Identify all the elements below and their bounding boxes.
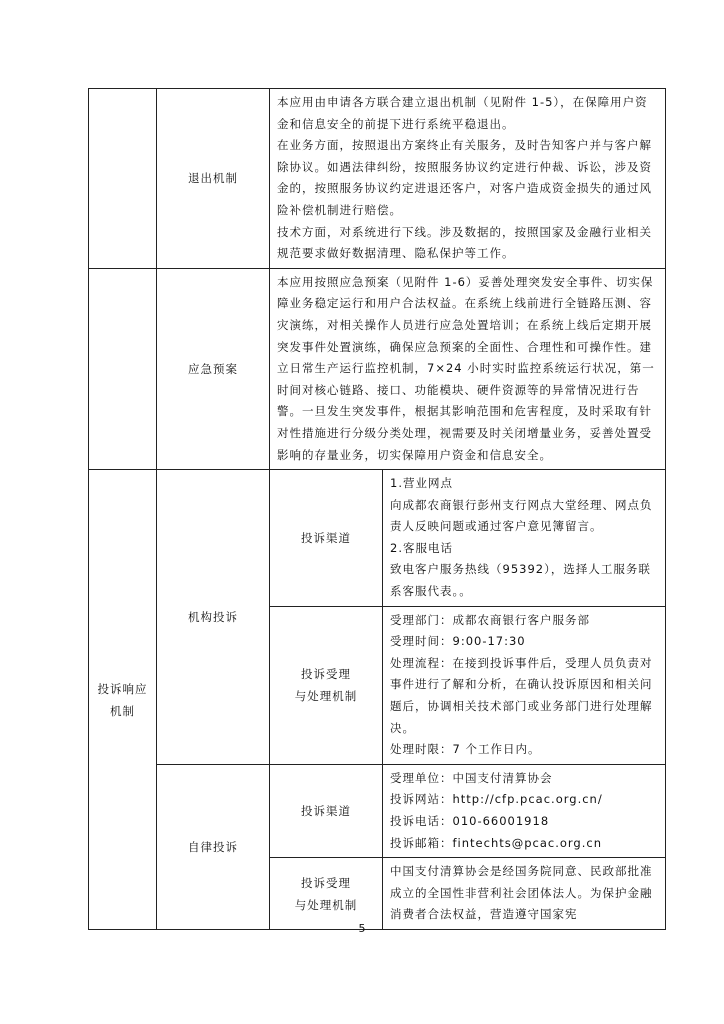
content-line: 处理时限：7 个工作日内。: [390, 742, 541, 757]
complaint-mechanism-label-line: 投诉响应: [97, 681, 148, 696]
content-line: 致电客户服务热线（95392），选择人工服务联系客服代表。。: [390, 562, 651, 599]
complaint-channels-label: 投诉渠道: [270, 470, 383, 607]
row-emergency-plan: [89, 268, 666, 469]
emergency-plan-content: [270, 268, 666, 469]
exit-mechanism-label: 退出机制: [157, 89, 270, 269]
content-line: 受理单位：中国支付清算协会: [390, 770, 553, 785]
complaint-channels-label: 投诉渠道: [270, 764, 383, 857]
institution-channels-content: [383, 470, 666, 607]
institution-complaint-label: 机构投诉: [157, 470, 270, 765]
content-line: 投诉邮箱：fintechts@pcac.org.cn: [390, 835, 603, 850]
info-table: [88, 88, 666, 930]
complaint-mechanism-label: [89, 470, 157, 930]
institution-handling-content: [383, 606, 666, 764]
exit-paragraph: 本应用由申请各方联合建立退出机制（见附件 1-5），在保障用户资金和信息安全的前提下进行系统平稳退出。: [277, 95, 648, 131]
selfreg-handling-content: [383, 858, 666, 930]
complaint-handling-label: [270, 858, 383, 930]
complaint-handling-label-line: 与处理机制: [294, 897, 358, 912]
emergency-plan-label: 应急预案: [157, 268, 270, 469]
content-line: 1.营业网点: [390, 476, 453, 491]
complaint-mechanism-label-line: 机制: [110, 703, 135, 718]
complaint-handling-label-line: 与处理机制: [294, 689, 358, 704]
exit-paragraph: 在业务方面，按照退出方案终止有关服务，及时告知客户并与客户解除协议。如遇法律纠纷，按照服务协议约定进行仲裁、诉讼，涉及资金的，按照服务协议约定进退还客户，对客户造成资金损失的通过风险补偿机制进行赔偿。: [277, 138, 652, 217]
content-line: 中国支付清算协会是经国务院同意、民政部批准成立的全国性非营利社会团体法人。为保护金融消费者合法权益，营造遵守国家宪: [390, 864, 653, 922]
content-line: 向成都农商银行彭州支行网点大堂经理、网点负责人反映问题或通过客户意见簿留言。: [390, 497, 653, 534]
row-exit-mechanism: [89, 89, 666, 269]
content-line: 处理流程：在接到投诉事件后，受理人员负责对事件进行了解和分析，在确认投诉原因和相关问题后，协调相关技术部门或业务部门进行处理解决。: [390, 655, 653, 735]
content-line: 受理时间：9:00-17:30: [390, 634, 526, 649]
row-selfreg-channels: [89, 764, 666, 857]
exit-paragraph: 技术方面，对系统进行下线。涉及数据的，按照国家及金融行业相关规范要求做好数据清理、隐私保护等工作。: [277, 224, 652, 261]
complaint-handling-label-line: 投诉受理: [301, 875, 351, 890]
content-line: 投诉网站：http://cfp.pcac.org.cn/: [390, 792, 603, 807]
empty-cell: [89, 89, 157, 269]
complaint-handling-label: [270, 606, 383, 764]
exit-mechanism-content: [270, 89, 666, 269]
row-institution-channels: [89, 470, 666, 607]
emergency-paragraph: 本应用按照应急预案（见附件 1-6）妥善处理突发安全事件、切实保障业务稳定运行和用户合法权益。在系统上线前进行全链路压测、容灾演练，对相关操作人员进行应急处置培训；在系统上线后定期开展突发事件处置演练，确保应急预案的全面性、合理性和可操作性。建立日常生产运行监控机制，7×24 小时实时监控系统运行状况，第一时间对核心链路、接口、功能模块、硬件资源等的异常情况进行告警。一旦发生突发事件，根据其影响范围和危害程度，及时采取有针对性措施进行分级分类处理，视需要及时关闭增量业务，妥善处置受影响的存量业务，切实保障用户资金和信息安全。: [277, 274, 655, 462]
content-line: 投诉电话：010-66001918: [390, 814, 550, 828]
content-line: 2.客服电话: [390, 540, 453, 555]
page-number: 5: [358, 922, 366, 935]
selfreg-channels-content: [383, 764, 666, 857]
content-line: 受理部门：成都农商银行客户服务部: [390, 612, 590, 627]
self-regulatory-complaint-label: 自律投诉: [157, 764, 270, 929]
empty-cell: [89, 268, 157, 469]
complaint-handling-label-line: 投诉受理: [301, 667, 351, 682]
